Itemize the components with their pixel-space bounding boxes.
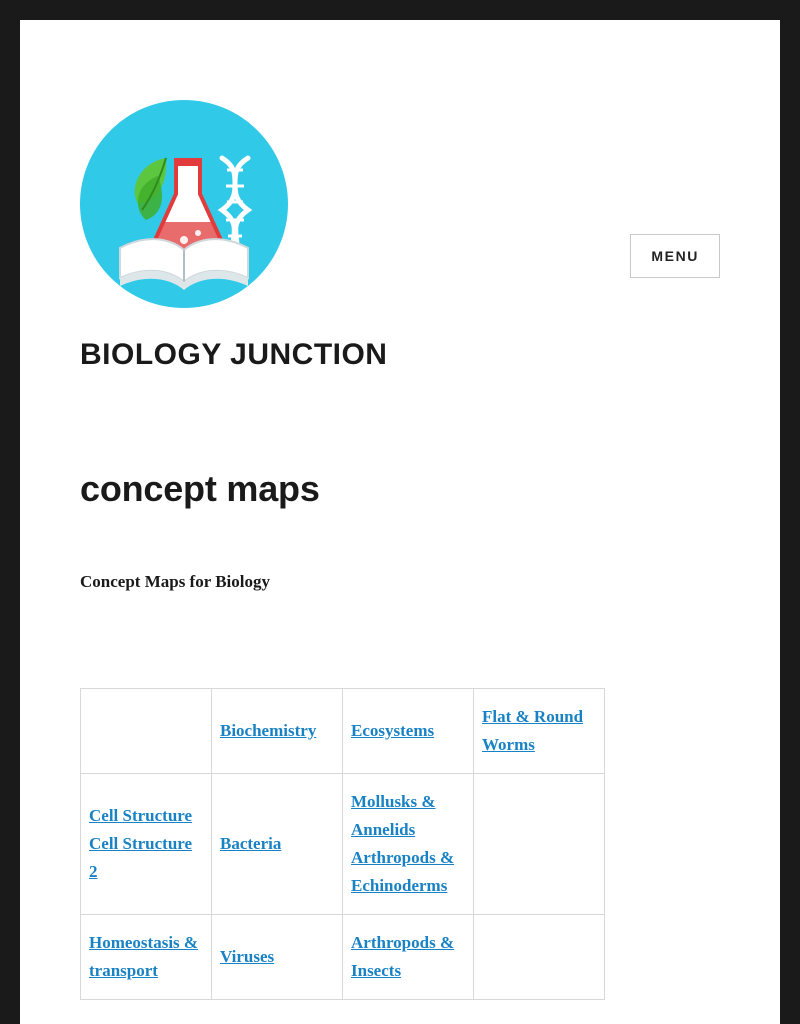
link-arthropods-echinoderms[interactable]: Arthropods & Echinoderms [351,848,455,895]
table-cell [81,689,212,774]
site-logo[interactable] [80,100,288,308]
table-cell [474,689,605,774]
table-cell [212,915,343,1000]
table-row [81,689,605,774]
site-header [20,20,780,372]
link-mollusks-annelids[interactable]: Mollusks & Annelids [351,792,436,839]
link-bacteria[interactable]: Bacteria [220,834,282,853]
table-cell [474,774,605,915]
link-ecosystems[interactable]: Ecosystems [351,721,435,740]
table-cell [81,915,212,1000]
main-content [20,468,780,1000]
table-cell [343,774,474,915]
table-cell [81,774,212,915]
page-title: concept maps [80,468,320,509]
link-flat-round-worms[interactable]: Flat & Round Worms [482,707,584,754]
table-row [81,915,605,1000]
link-viruses[interactable]: Viruses [220,947,275,966]
link-cell-structure-2[interactable]: Cell Structure 2 [89,834,193,881]
site-title[interactable]: BIOLOGY JUNCTION [80,338,388,371]
table-cell [343,689,474,774]
concept-maps-table [80,688,605,1000]
table-cell [343,915,474,1000]
table-row [81,774,605,915]
page-intro: Concept Maps for Biology [80,572,270,591]
logo-illustration-icon [80,100,288,308]
link-cell-structure[interactable]: Cell Structure [89,806,193,825]
page-canvas [20,20,780,1024]
menu-button[interactable]: MENU [630,234,720,278]
table-cell [474,915,605,1000]
table-cell [212,689,343,774]
link-arthropods-insects[interactable]: Arthropods & Insects [351,933,455,980]
link-homeostasis-transport[interactable]: Homeostasis & transport [89,933,199,980]
table-cell [212,774,343,915]
table-body [81,689,605,1000]
link-biochemistry[interactable]: Biochemistry [220,721,317,740]
